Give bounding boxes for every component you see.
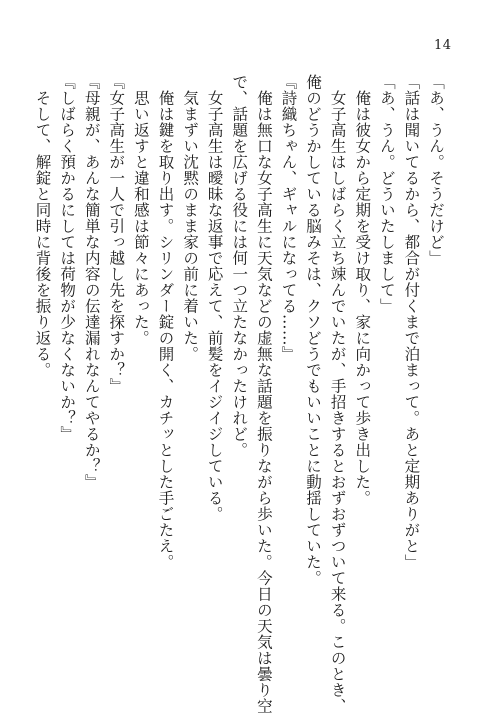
text-line: 『詩織ちゃん、ギャルになってる……』 (279, 74, 298, 362)
text-line: 俺は彼女から定期を受け取り、家に向かって歩き出した。 (353, 74, 372, 506)
text-line: 「話は聞いてるから、都合が付くまで泊まって。あと定期ありがと」 (402, 74, 421, 570)
text-line: 『母親が、あんな簡単な内容の伝達漏れなんてやるか？』 (82, 74, 101, 490)
text-line: そして、解錠と同時に背後を振り返る。 (33, 74, 52, 378)
novel-text-block (30, 74, 448, 714)
text-line: 『しばらく預かるにしては荷物が少なくないか？』 (58, 74, 77, 442)
text-line: 女子高生はしばらく立ち竦んでいたが、手招きするとおずおずついて来る。このとき、 (328, 74, 347, 714)
text-line: 気まずい沈黙のまま家の前に着いた。 (181, 74, 200, 362)
page-number: 14 (434, 38, 452, 53)
text-line: で、話題を広げる役には何一つ立たなかったけれど。 (230, 74, 249, 458)
text-line: 思い返すと違和感は節々にあった。 (131, 74, 150, 346)
text-line: 「あ、うん。どういたしまして」 (377, 74, 396, 314)
text-line: 『女子高生が一人で引っ越し先を探すか？』 (107, 74, 126, 394)
text-line: 「あ、うん。そうだけど」 (427, 74, 445, 266)
text-line: 俺は鍵を取り出す。シリンダー錠の開く、カチッとした手ごたえ。 (156, 74, 175, 570)
text-line: 俺は無口な女子高生に天気などの虚無な話題を振りながら歩いた。今日の天気は曇り空 (254, 74, 273, 714)
text-line: 俺のどうかしている脳みそは、クソどうでもいいことに動揺していた。 (304, 74, 323, 586)
text-line: 女子高生は曖昧な返事で応えて、前髪をイジイジしている。 (205, 74, 224, 522)
